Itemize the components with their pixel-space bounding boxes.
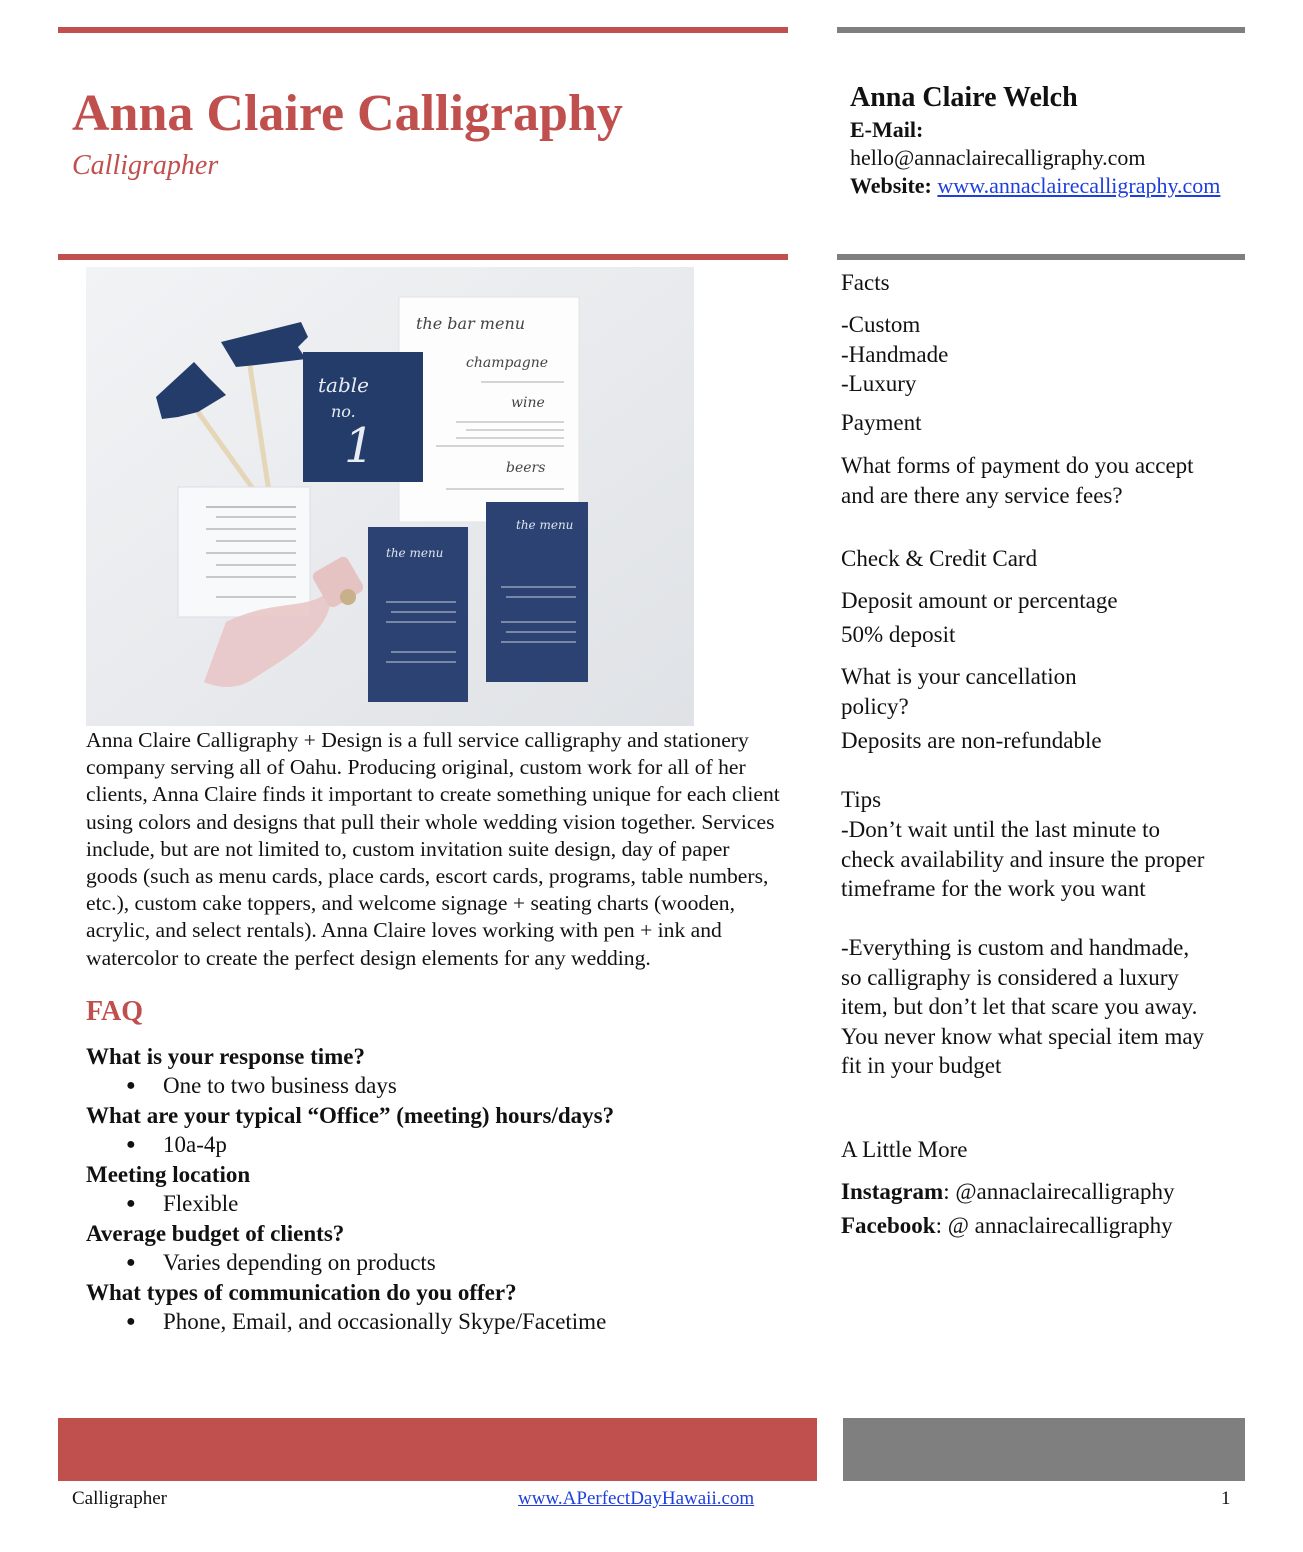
- footer-site-link[interactable]: www.APerfectDayHawaii.com: [518, 1488, 755, 1509]
- tip-1: -Don’t wait until the last minute to check availability and insure the proper timeframe for the work you want: [841, 817, 1205, 901]
- faq-question: What are your typical “Office” (meeting) hours/days?: [86, 1103, 615, 1128]
- faq-list: [86, 1042, 806, 1337]
- payment-question: What forms of payment do you accept and are there any service fees?: [841, 453, 1194, 508]
- faq-question: What types of communication do you offer?: [86, 1280, 517, 1305]
- cancellation-answer: Deposits are non-refundable: [841, 728, 1102, 753]
- section-rule-right: [837, 254, 1245, 260]
- instagram-label: Instagram: [841, 1179, 944, 1204]
- payment-answer: Check & Credit Card: [841, 546, 1038, 571]
- company-description: Anna Claire Calligraphy + Design is a full service calligraphy and stationery company serving all of Oahu. Producing original, custom work for all of her clients, Anna Claire finds it important to create something unique for each client using colors and designs that pull their whole wedding vision together. Services include, but are not limited to, custom invitation suite design, day of paper goods (such as menu cards, place cards, escort cards, programs, table numbers, etc.), custom cake toppers, and welcome signage + seating charts (wooden, acrylic, and select rentals). Anna Claire loves working with pen + ink and watercolor to create the perfect design elements for any wedding.: [86, 728, 780, 970]
- faq-answer-text: Varies depending on products: [163, 1250, 436, 1275]
- contact-block: [850, 80, 1250, 200]
- bullet-icon: ●: [126, 1254, 136, 1271]
- bullet-icon: ●: [126, 1077, 136, 1094]
- page-title: Anna Claire Calligraphy: [72, 85, 623, 142]
- instagram-line: [841, 1177, 1241, 1207]
- tips-heading: Tips: [841, 787, 882, 812]
- fact-item: -Handmade: [841, 341, 949, 367]
- photo-menu-heading-1: champagne: [466, 355, 549, 371]
- cancellation-question: What is your cancellation policy?: [841, 664, 1077, 719]
- photo-card-title-2: the menu: [516, 518, 574, 532]
- facebook-handle: : @ annaclairecalligraphy: [935, 1213, 1173, 1238]
- photo-table-word: table: [318, 373, 369, 397]
- more-heading: A Little More: [841, 1137, 968, 1162]
- page-number: 1: [1221, 1488, 1231, 1509]
- photo-card-title-1: the menu: [386, 546, 444, 560]
- facts-list: [841, 310, 1241, 399]
- header-rule-right: [837, 27, 1245, 33]
- fact-item: -Custom: [841, 312, 921, 337]
- faq-answer: [86, 1307, 806, 1337]
- photo-menu-heading-3: beers: [506, 460, 546, 476]
- contact-name: Anna Claire Welch: [850, 82, 1078, 113]
- photo-table-no: no.: [331, 402, 356, 421]
- bullet-icon: ●: [126, 1195, 136, 1212]
- fact-item: -Luxury: [841, 371, 917, 396]
- photo-menu-title: the bar menu: [416, 314, 526, 333]
- facts-heading: Facts: [841, 270, 890, 295]
- tip-2: -Everything is custom and handmade, so calligraphy is considered a luxury item, but don’t let that scare you away. You never know what special item may fit in your budget: [841, 935, 1205, 1078]
- faq-question: Average budget of clients?: [86, 1221, 345, 1246]
- faq-answer-text: Flexible: [163, 1191, 239, 1216]
- faq-question: What is your response time?: [86, 1044, 365, 1069]
- facebook-label: Facebook: [841, 1213, 936, 1238]
- website-link[interactable]: www.annaclairecalligraphy.com: [937, 173, 1221, 198]
- deposit-question: Deposit amount or percentage: [841, 588, 1118, 613]
- footer-label: Calligrapher: [72, 1488, 167, 1509]
- facebook-line: [841, 1211, 1241, 1241]
- instagram-handle: : @annaclairecalligraphy: [943, 1179, 1175, 1204]
- faq-heading: FAQ: [86, 996, 144, 1027]
- faq-answer-text: One to two business days: [163, 1073, 397, 1098]
- faq-answer: [86, 1071, 806, 1101]
- photo-table-number: 1: [344, 418, 375, 474]
- payment-heading: Payment: [841, 410, 922, 435]
- bullet-icon: ●: [126, 1136, 136, 1153]
- faq-answer: [86, 1189, 806, 1219]
- deposit-answer: 50% deposit: [841, 622, 956, 647]
- faq-answer: [86, 1248, 806, 1278]
- stationery-photo: [86, 267, 694, 726]
- faq-question: Meeting location: [86, 1162, 251, 1187]
- email-label: E-Mail:: [850, 117, 924, 142]
- bullet-icon: ●: [126, 1313, 136, 1330]
- faq-answer-text: Phone, Email, and occasionally Skype/Facetime: [163, 1309, 607, 1334]
- footer-bar-right: [843, 1418, 1245, 1481]
- header-rule-left: [58, 27, 788, 33]
- faq-answer: [86, 1130, 806, 1160]
- email-value: hello@annaclairecalligraphy.com: [850, 145, 1146, 170]
- faq-answer-text: 10a-4p: [163, 1132, 227, 1157]
- website-label: Website:: [850, 173, 932, 198]
- page-subtitle: Calligrapher: [72, 150, 219, 181]
- footer-bar-left: [58, 1418, 817, 1481]
- photo-menu-heading-2: wine: [511, 395, 545, 411]
- section-rule-left: [58, 254, 788, 260]
